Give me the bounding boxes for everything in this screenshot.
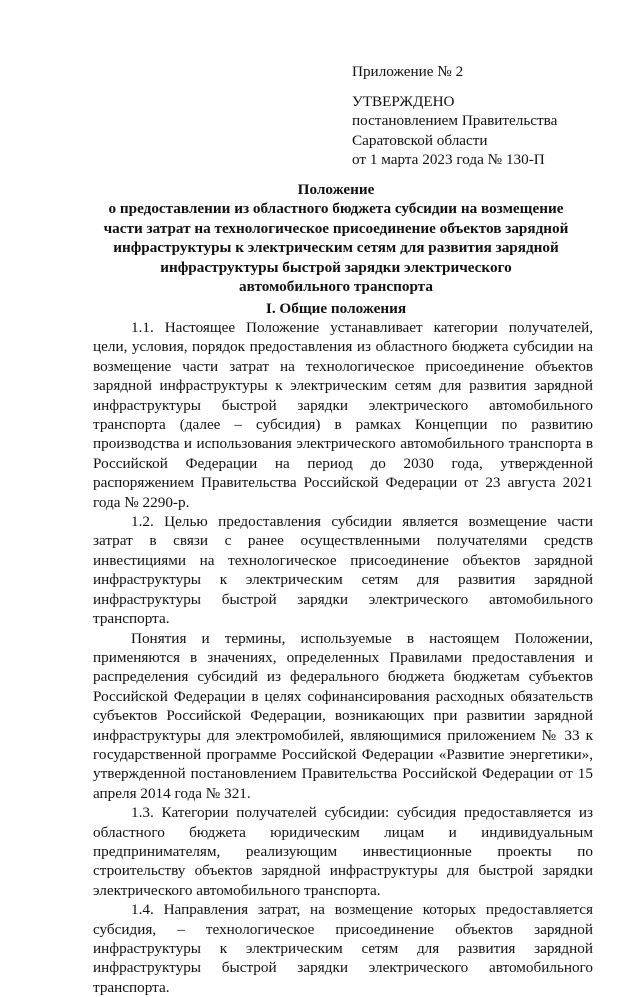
title-heading: Положение [297,181,375,198]
paragraph-1-1: 1.1. Настоящее Положение устанавливает категории получателей, цели, условия, порядок предоставления из областного бюджета субсидии на возмещение части затрат на технологическое присоединение объектов зарядной инфраструктуры к электрическим сетям для развития зарядной инфраструктуры быстрой зарядки электрического автомобильного транспорта (далее – субсидия) в рамках Концепции по развитию производства и использования электрического автомобильного транспорта в Российской Федерации на период до 2030 года, утвержденной распоряжением Правительства Российской Федерации от 23 августа 2021 года № 2290-р. [93,319,593,511]
title-line: инфраструктуры к электрическим сетям для развития зарядной [113,239,559,257]
approval-block [352,92,557,170]
approved-by-line: Саратовской области [352,131,488,149]
section-heading: I. Общие положения [265,300,407,317]
document-body [93,318,593,997]
approved-by-line: от 1 марта 2023 года № 130-П [352,151,545,169]
title-line: части затрат на технологическое присоединение объектов зарядной [103,219,569,237]
title-line: о предоставлении из областного бюджета субсидии на возмещение [108,200,564,218]
approved-by-line: постановлением Правительства [352,112,558,130]
document-title [90,180,582,296]
approved-stamp: УТВЕРЖДЕНО [352,93,455,110]
paragraph-1-3: 1.3. Категории получателей субсидии: субсидия предоставляется из областного бюджета юридическим лицам и индивидуальным предпринимателям, реализующим инвестиционные проекты по строительству объектов зарядной инфраструктуры для быстрой зарядки электрического автомобильного транспорта. [93,804,593,899]
title-line: автомобильного транспорта [239,278,433,296]
paragraph-1-2: 1.2. Целью предоставления субсидии является возмещение части затрат в связи с ранее осуществленными получателями средств инвестициями на технологическое присоединение объектов зарядной инфраструктуры к электрическим сетям для развития зарядной инфраструктуры быстрой зарядки электрического автомобильного транспорта. [93,513,593,628]
paragraph-terms: Понятия и термины, используемые в настоящем Положении, применяются в значениях, определенных Правилами предоставления и распределения субсидий из федерального бюджета бюджетам субъектов Российской Федерации в целях софинансирования расходных обязательств субъектов Российской Федерации, возникающих при развитии зарядной инфраструктуры для электромобилей, являющимися приложением № 33 к государственной программе Российской Федерации «Развитие энергетики», утвержденной постановлением Правительства Российской Федерации от 15 апреля 2014 года № 321. [93,629,593,802]
title-line: инфраструктуры быстрой зарядки электрического [160,258,512,276]
appendix-label: Приложение № 2 [352,63,464,80]
paragraph-1-4: 1.4. Направления затрат, на возмещение которых предоставляется субсидия, – технологическое присоединение объектов зарядной инфраструктуры к электрическим сетям для развития зарядной инфраструктуры быстрой зарядки электрического автомобильного транспорта. [93,901,593,996]
